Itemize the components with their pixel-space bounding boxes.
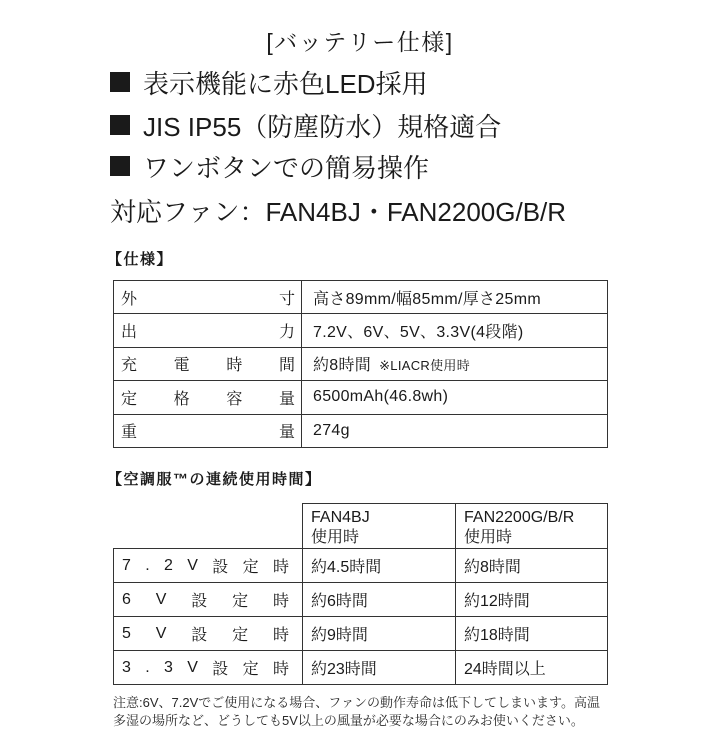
spec-value-cell: [302, 347, 608, 380]
spec-label-cell: [114, 314, 302, 347]
label-char: 設: [212, 559, 229, 576]
footer-note-line: 注意:6V、7.2Vでご使用になる場合、ファンの動作寿命は低下してしまいます。高温: [113, 695, 600, 710]
label-char: 時: [272, 593, 289, 610]
runtime-row: [114, 583, 608, 617]
runtime-row: [114, 549, 608, 583]
runtime-value: 約18時間: [456, 617, 608, 651]
runtime-header-row: [114, 504, 608, 549]
spec-label-cell: [114, 347, 302, 380]
runtime-header-blank: [114, 504, 303, 549]
runtime-table: [113, 503, 608, 685]
runtime-label: [122, 656, 289, 679]
label-char: 設: [191, 593, 208, 610]
label-char: 7: [122, 556, 131, 574]
label-char: 定: [121, 390, 138, 408]
label-char: V: [187, 658, 198, 676]
spec-value: 7.2V、6V、5V、3.3V(4段階): [313, 324, 524, 342]
spec-value: 高さ89mm/幅85mm/厚さ25mm: [313, 290, 541, 308]
label-char: 力: [278, 324, 295, 342]
label-char: 間: [278, 357, 295, 375]
label-char: 時: [272, 559, 289, 576]
spec-label: [121, 286, 295, 309]
runtime-label-cell: [114, 549, 303, 583]
runtime-value: 約6時間: [303, 583, 456, 617]
runtime-label-cell: [114, 583, 303, 617]
column-model: FAN4BJ: [311, 509, 370, 526]
runtime-value: 24時間以上: [456, 651, 608, 685]
label-char: 量: [278, 424, 295, 442]
spec-table: [113, 280, 608, 448]
column-subtitle: 使用時: [311, 529, 360, 546]
label-char: 時: [226, 357, 243, 375]
runtime-label: [122, 554, 289, 577]
runtime-row: [114, 617, 608, 651]
bullet-square-icon: [110, 115, 130, 135]
spec-value: 274g: [313, 421, 350, 439]
label-char: 量: [278, 390, 295, 408]
spec-row: [114, 314, 608, 347]
label-char: 定: [232, 627, 249, 644]
label-char: 格: [173, 390, 190, 408]
spec-row: [114, 381, 608, 414]
label-char: 3: [164, 658, 173, 676]
label-char: 出: [121, 324, 138, 342]
label-char: 充: [121, 357, 138, 375]
label-char: 3: [122, 658, 131, 676]
runtime-value: 約4.5時間: [303, 549, 456, 583]
spec-label: [121, 386, 295, 409]
label-char: 電: [173, 357, 190, 375]
bullet-square-icon: [110, 156, 130, 176]
label-char: 時: [272, 627, 289, 644]
feature-item: [110, 149, 429, 183]
runtime-heading: 【空調服™の連続使用時間】: [107, 471, 322, 488]
spec-value: 約8時間: [313, 357, 372, 375]
column-subtitle: 使用時: [464, 529, 513, 546]
spec-label-cell: [114, 281, 302, 314]
runtime-column-header: [303, 504, 456, 549]
runtime-column-header: [456, 504, 608, 549]
bullet-square-icon: [110, 72, 130, 92]
spec-label: [121, 352, 295, 375]
feature-text: ワンボタンでの簡易操作: [143, 152, 430, 183]
label-char: 寸: [278, 290, 295, 308]
label-char: .: [145, 556, 150, 574]
spec-value: 6500mAh(46.8wh): [313, 388, 449, 406]
runtime-label: [122, 622, 289, 645]
runtime-value: 約8時間: [456, 549, 608, 583]
page-title: [バッテリー仕様]: [266, 29, 454, 55]
column-model: FAN2200G/B/R: [464, 509, 575, 526]
label-char: 設: [212, 661, 229, 678]
runtime-label-cell: [114, 651, 303, 685]
spec-row: [114, 414, 608, 447]
label-char: 定: [242, 661, 259, 678]
label-char: 外: [121, 290, 138, 308]
spec-value-note: ※LIACR使用時: [379, 358, 470, 374]
spec-label-cell: [114, 381, 302, 414]
feature-item: [110, 108, 501, 142]
spec-heading: 【仕様】: [107, 251, 174, 268]
feature-text: 表示機能に赤色LED採用: [143, 68, 428, 99]
spec-value-cell: [302, 281, 608, 314]
label-char: V: [187, 556, 198, 574]
label-char: 6: [122, 590, 131, 608]
runtime-value: 約12時間: [456, 583, 608, 617]
label-char: 時: [272, 661, 289, 678]
label-char: V: [155, 624, 167, 642]
spec-label-cell: [114, 414, 302, 447]
spec-label: [121, 419, 295, 442]
runtime-row: [114, 651, 608, 685]
runtime-label: [122, 588, 289, 611]
feature-item: [110, 65, 428, 99]
label-char: 2: [164, 556, 173, 574]
label-char: 設: [191, 627, 208, 644]
label-char: 定: [232, 593, 249, 610]
label-char: .: [145, 658, 150, 676]
spec-value-cell: [302, 314, 608, 347]
feature-text: JIS IP55（防塵防水）規格適合: [143, 111, 502, 142]
runtime-value: 約9時間: [303, 617, 456, 651]
footer-note-line: 多湿の場所など、どうしても5V以上の風量が必要な場合にのみお使いください。: [113, 713, 584, 728]
runtime-label-cell: [114, 617, 303, 651]
label-char: 定: [242, 559, 259, 576]
spec-label: [121, 319, 295, 342]
runtime-value: 約23時間: [303, 651, 456, 685]
label-char: 容: [226, 390, 243, 408]
label-char: 重: [121, 424, 138, 442]
label-char: 5: [122, 624, 131, 642]
spec-value-cell: [302, 414, 608, 447]
spec-value-cell: [302, 381, 608, 414]
spec-row: [114, 347, 608, 380]
footer-note: [113, 694, 600, 730]
label-char: V: [155, 590, 167, 608]
spec-row: [114, 281, 608, 314]
compatible-fans: 対応ファン：FAN4BJ・FAN2200G/B/R: [110, 197, 567, 227]
